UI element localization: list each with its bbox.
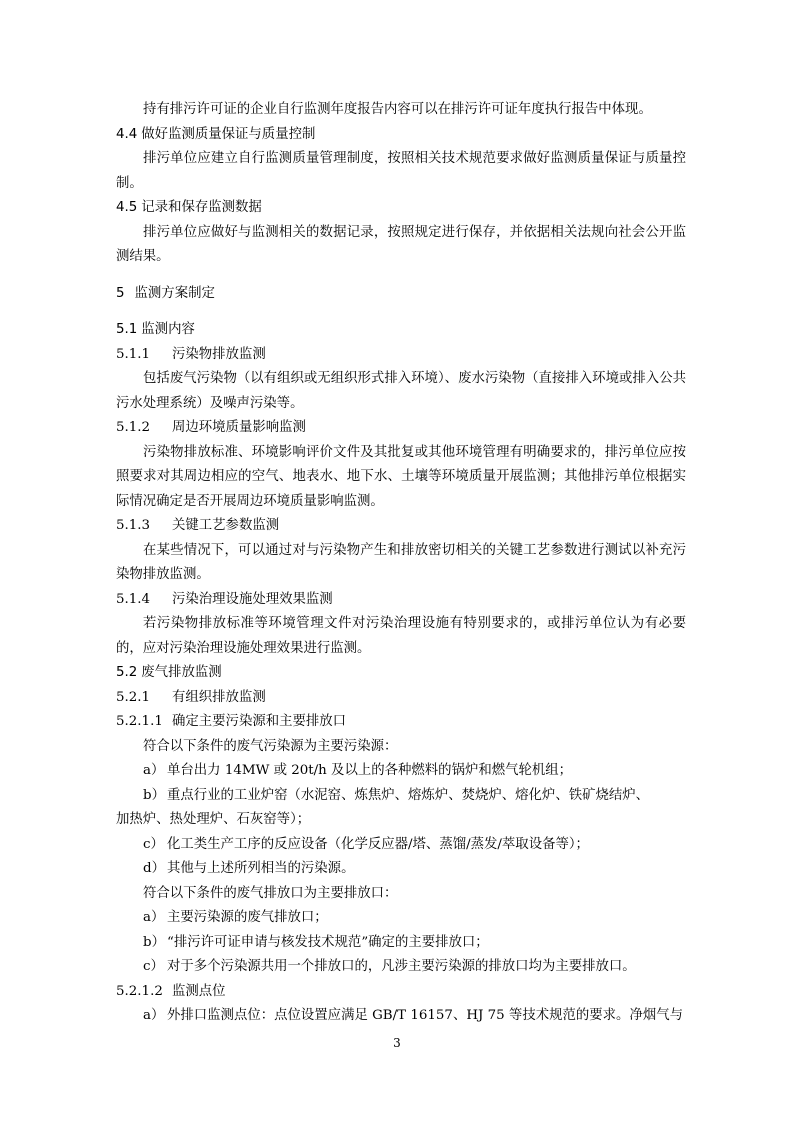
section-number: 5.2.1.2 [116, 983, 163, 999]
section-title: 关键工艺参数监测 [172, 518, 280, 533]
list-item [116, 833, 686, 858]
list-marker: a） [143, 763, 165, 778]
heading-5-2-1 [116, 686, 686, 711]
list-item-text: 重点行业的工业炉窑（水泥窑、炼焦炉、熔炼炉、焚烧炉、熔化炉、铁矿烧结炉、 [167, 787, 650, 803]
paragraph-4-5: 排污单位应做好与监测相关的数据记录，按照规定进行保存，并依据相关法规向社会公开监测结果。 [116, 224, 686, 264]
heading-5-1 [116, 318, 686, 343]
section-title: 记录和保存监测数据 [141, 200, 262, 215]
document-body [116, 98, 686, 1029]
list-item-text: 对于多个污染源共用一个排放口的，凡涉主要污染源的排放口均为主要排放口。 [167, 959, 636, 974]
section-title: 有组织排放监测 [172, 689, 266, 705]
section-title: 做好监测质量保证与质量控制 [141, 126, 316, 142]
list-item [116, 955, 686, 980]
list-item-text: 单台出力 14MW 或 20t/h 及以上的各种燃料的锅炉和燃气轮机组； [167, 763, 573, 778]
paragraph-intro: 持有排污许可证的企业自行监测年度报告内容可以在排污许可证年度执行报告中体现。 [143, 102, 652, 117]
list-marker: a） [143, 1008, 165, 1023]
section-number: 5.1.4 [116, 591, 151, 607]
section-number: 5.1.1 [116, 346, 151, 362]
paragraph-5-1-4: 若污染物排放标准等环境管理文件对污染治理设施有特别要求的，或排污单位认为有必要的，应对污染治理设施处理效果进行监测。 [116, 616, 686, 656]
list-marker: c） [143, 959, 164, 974]
section-number: 5.1.2 [116, 420, 151, 435]
heading-5-1-3 [116, 514, 686, 539]
list-item-continuation: 加热炉、热处理炉、石灰窑等）； [116, 812, 311, 827]
list-item [116, 784, 686, 833]
section-number: 4.4 [116, 126, 138, 142]
paragraph-source-intro: 符合以下条件的废气污染源为主要污染源： [143, 738, 398, 754]
paragraph-5-1-1: 包括废气污染物（以有组织或无组织形式排入环境）、废水污染物（直接排入环境或排入公共污水处理系统）及噪声污染等。 [116, 371, 686, 411]
list-marker: a） [143, 910, 165, 925]
section-title: 监测方案制定 [134, 285, 215, 301]
section-title: 监测点位 [172, 983, 226, 999]
section-title: 周边环境质量影响监测 [172, 420, 306, 435]
list-item [116, 906, 686, 931]
list-item [116, 857, 686, 882]
heading-5-2-1-2 [116, 980, 686, 1005]
heading-5-1-1 [116, 343, 686, 368]
section-title: 确定主要污染源和主要排放口 [172, 714, 347, 729]
list-item-text: “排污许可证申请与核发技术规范”确定的主要排放口； [167, 934, 489, 950]
page-number: 3 [393, 1036, 401, 1050]
list-item [116, 1004, 686, 1029]
list-marker: d） [143, 861, 165, 876]
list-item-text: 化工类生产工序的反应设备（化学反应器/塔、蒸馏/蒸发/萃取设备等）； [167, 836, 589, 852]
list-marker: b） [143, 934, 165, 950]
list-item-text: 其他与上述所列相当的污染源。 [167, 861, 355, 876]
section-number: 5.2.1 [116, 689, 151, 705]
list-marker: b） [143, 787, 165, 803]
heading-4-4 [116, 123, 686, 148]
paragraph-4-4: 排污单位应建立自行监测质量管理制度，按照相关技术规范要求做好监测质量保证与质量控制。 [116, 151, 686, 191]
heading-5 [116, 282, 686, 307]
heading-5-2-1-1 [116, 710, 686, 735]
paragraph-5-1-2: 污染物排放标准、环境影响评价文件及其批复或其他环境管理有明确要求的，排污单位应按照要求对其周边相应的空气、地表水、地下水、土壤等环境质量开展监测；其他排污单位根据实际情况确定是否开展周边环境质量影响监测。 [116, 444, 686, 509]
section-number: 5.2 [116, 665, 138, 680]
section-number: 5.1 [116, 322, 138, 337]
list-item-text: 主要污染源的废气排放口； [167, 910, 328, 925]
section-number: 5.2.1.1 [116, 714, 163, 729]
list-item [116, 931, 686, 956]
list-marker: c） [143, 836, 164, 852]
section-title: 废气排放监测 [141, 665, 222, 680]
heading-5-1-2 [116, 416, 686, 441]
section-number: 5 [116, 285, 125, 301]
section-title: 污染治理设施处理效果监测 [172, 591, 333, 607]
paragraph-5-1-3: 在某些情况下，可以通过对与污染物产生和排放密切相关的关键工艺参数进行测试以补充污染物排放监测。 [116, 542, 686, 582]
paragraph-outlet-intro: 符合以下条件的废气排放口为主要排放口： [143, 885, 398, 901]
section-number: 4.5 [116, 200, 138, 215]
section-number: 5.1.3 [116, 518, 151, 533]
heading-4-5 [116, 196, 686, 221]
list-item-text: 外排口监测点位：点位设置应满足 GB/T 16157、HJ 75 等技术规范的要求。净烟气与 [167, 1008, 684, 1023]
section-title: 污染物排放监测 [172, 346, 266, 362]
list-item [116, 759, 686, 784]
heading-5-1-4 [116, 588, 686, 613]
section-title: 监测内容 [141, 322, 195, 337]
heading-5-2 [116, 661, 686, 686]
